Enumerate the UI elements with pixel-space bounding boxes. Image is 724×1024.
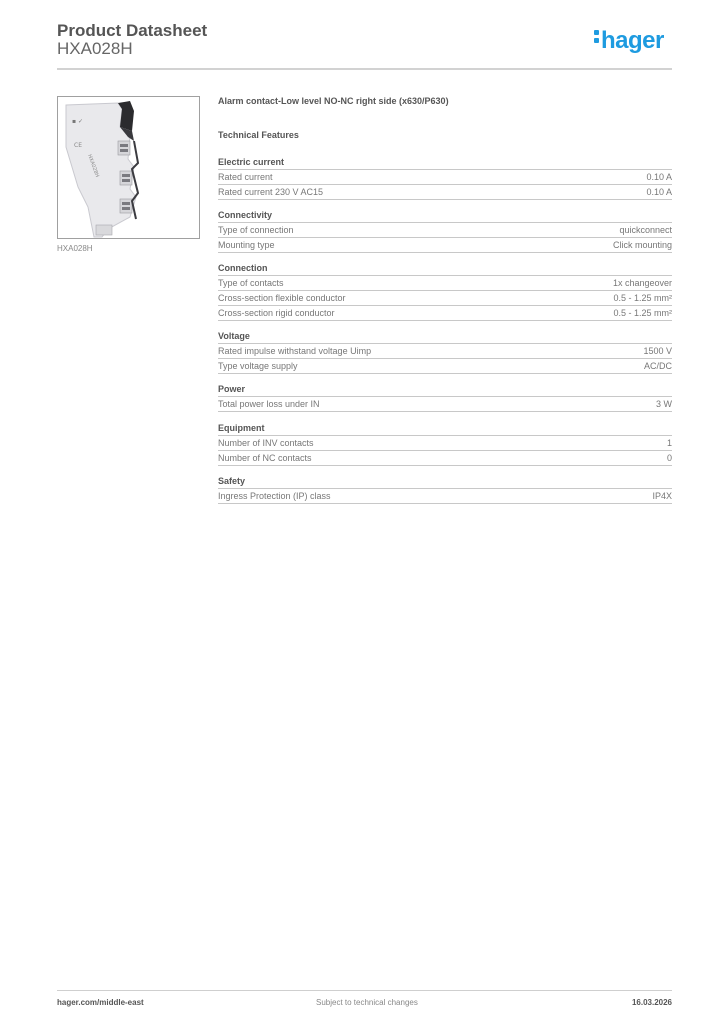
row-value: 0.10 A	[646, 172, 672, 182]
table-row	[218, 291, 672, 306]
row-label: Rated current	[218, 172, 273, 182]
section-equipment	[218, 422, 672, 466]
svg-text:▪ ✓: ▪ ✓	[72, 118, 84, 125]
table-row	[218, 359, 672, 374]
page-title: Product Datasheet	[57, 21, 208, 40]
row-value: Click mounting	[612, 240, 672, 250]
section-connectivity	[218, 209, 672, 253]
row-value: 0.5 - 1.25 mm²	[613, 308, 672, 318]
row-label: Rated current 230 V AC15	[218, 187, 324, 197]
row-value: 1500 V	[643, 346, 672, 356]
section-title: Equipment	[218, 422, 672, 436]
section-title: Safety	[218, 475, 672, 489]
footer-notice: Subject to technical changes	[316, 998, 418, 1007]
table-row	[218, 238, 672, 253]
row-value: 1x changeover	[612, 278, 672, 288]
table-row	[218, 223, 672, 238]
svg-text:CE: CE	[74, 142, 82, 149]
row-label: Total power loss under IN	[218, 399, 320, 409]
footer-date: 16.03.2026	[631, 998, 672, 1007]
section-connection	[218, 262, 672, 321]
row-value: 1	[666, 438, 672, 448]
table-row	[218, 306, 672, 321]
section-title: Connectivity	[218, 209, 672, 223]
table-row	[218, 276, 672, 291]
section-title: Connection	[218, 262, 672, 276]
section-safety	[218, 475, 672, 504]
product-image	[57, 96, 200, 239]
alarm-contact-device-icon	[58, 97, 199, 238]
table-row	[218, 436, 672, 451]
section-electric-current	[218, 156, 672, 200]
footer-divider	[57, 990, 672, 991]
row-label: Number of INV contacts	[218, 438, 314, 448]
row-label: Cross-section rigid conductor	[218, 308, 335, 318]
row-value: AC/DC	[643, 361, 672, 371]
row-value: IP4X	[652, 491, 672, 501]
hager-logo: hager	[594, 28, 664, 54]
section-power	[218, 383, 672, 412]
row-value: 0.10 A	[646, 187, 672, 197]
row-label: Number of NC contacts	[218, 453, 312, 463]
row-label: Mounting type	[218, 240, 275, 250]
product-image-caption: HXA028H	[57, 244, 93, 253]
section-title: Voltage	[218, 330, 672, 344]
header-divider	[57, 68, 672, 70]
row-value: 3 W	[655, 399, 672, 409]
row-label: Cross-section flexible conductor	[218, 293, 346, 303]
row-value: 0.5 - 1.25 mm²	[613, 293, 672, 303]
row-value: 0	[666, 453, 672, 463]
table-row	[218, 170, 672, 185]
svg-text:HXA028H: HXA028H	[86, 153, 100, 179]
section-title: Electric current	[218, 156, 672, 170]
technical-features-heading: Technical Features	[218, 130, 299, 140]
section-voltage	[218, 330, 672, 374]
table-row	[218, 489, 672, 504]
row-value: quickconnect	[619, 225, 672, 235]
table-row	[218, 185, 672, 200]
row-label: Type voltage supply	[218, 361, 298, 371]
table-row	[218, 344, 672, 359]
table-row	[218, 451, 672, 466]
footer-website-link[interactable]: hager.com/middle-east	[57, 998, 144, 1007]
row-label: Type of connection	[218, 225, 294, 235]
product-code: HXA028H	[57, 39, 133, 58]
row-label: Type of contacts	[218, 278, 284, 288]
logo-colon-icon	[594, 27, 599, 46]
table-row	[218, 397, 672, 412]
row-label: Ingress Protection (IP) class	[218, 491, 331, 501]
row-label: Rated impulse withstand voltage Uimp	[218, 346, 372, 356]
section-title: Power	[218, 383, 672, 397]
product-description: Alarm contact-Low level NO-NC right side (x630/P630)	[218, 96, 449, 106]
